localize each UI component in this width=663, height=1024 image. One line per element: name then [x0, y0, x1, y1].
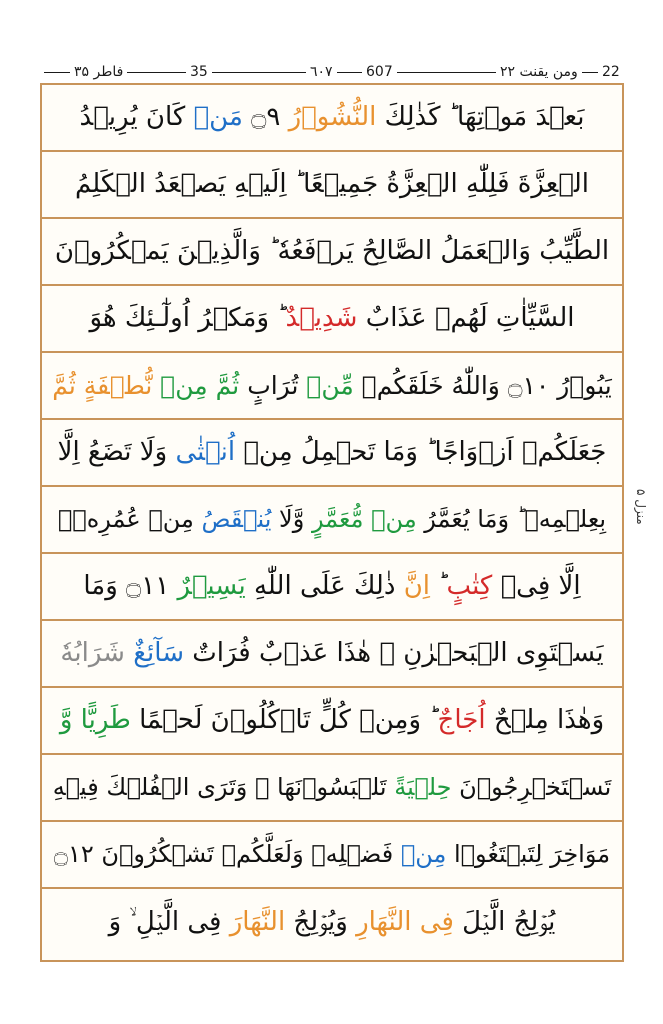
verse-segment: وَيُوۡلِجُ: [285, 906, 357, 937]
tajweed-highlight: يَسِيۡرٌ: [177, 570, 246, 601]
verse-segment: مِنۡ عُمُرِهٖۤ: [57, 505, 202, 534]
verse-line: [42, 152, 622, 219]
verse-segment: [125, 638, 133, 668]
verse-segment: تَلۡبَسُوۡنَهَا ۚ وَتَرَى الۡفُلۡكَ فِيۡهِ: [52, 773, 395, 802]
verse-line: [42, 621, 622, 688]
surah-number: 35: [186, 62, 212, 82]
verse-line-text: [89, 303, 574, 334]
verse-line-text: [54, 840, 610, 869]
verse-segment: الۡعِزَّةَ فَلِلّٰهِ الۡعِزَّةُ جَمِيۡعًا ؕ اِلَيۡهِ يَصۡعَدُ الۡكَلِمُ: [74, 168, 590, 199]
tajweed-highlight: ثُمَّ: [52, 370, 76, 400]
juz-number: 22: [598, 62, 624, 82]
tajweed-highlight: مُّعَمَّرٍ: [311, 505, 364, 534]
verse-segment: يُوۡلِجُ الَّيۡلَ: [453, 906, 556, 937]
surah-name: فاطر ۳۵: [70, 62, 127, 82]
quran-page-frame: [40, 83, 624, 962]
tajweed-highlight: اُنۡثٰى: [175, 436, 236, 467]
page-number: 607: [362, 62, 397, 82]
verse-segment: السَّيِّاٰتِ لَهُمۡ عَذَابٌ: [357, 302, 575, 333]
tajweed-highlight: كِتٰبٍ: [446, 570, 493, 601]
page-number-arabic: ٦٠٧: [306, 62, 337, 82]
verse-segment: جَعَلَكُمۡ اَزۡوَاجًا ؕ وَمَا تَحۡمِلُ مِنۡ: [235, 436, 607, 467]
tajweed-highlight: طَرِيًّا: [80, 704, 131, 735]
tajweed-highlight: مِنۡ: [371, 505, 417, 534]
verse-segment: ذٰلِكَ عَلَى اللّٰهِ: [245, 570, 404, 601]
verse-segment: فِى الَّيۡلِ ۙ وَ: [108, 906, 230, 937]
verse-segment: [72, 705, 80, 735]
tajweed-highlight: مِنۡ: [160, 370, 208, 400]
tajweed-highlight: ثُمَّ: [215, 370, 240, 400]
verse-segment: ؕ وَمَكۡرُ اُولٰٓـئِكَ هُوَ: [89, 302, 286, 333]
verse-line-text: [75, 169, 589, 200]
verse-line: [42, 353, 622, 420]
tajweed-highlight: وَّ: [59, 704, 73, 735]
verse-segment: فَضۡلِهٖ وَلَعَلَّكُمۡ تَشۡكُرُوۡنَ ۝۱۲: [53, 840, 401, 869]
verse-segment: الطَّيِّبُ وَالۡعَمَلُ الصَّالِحُ يَرۡفَعُهٗ ؕ وَالَّذِيۡنَ يَمۡكُرُوۡنَ: [54, 235, 610, 266]
verse-segment: يَسۡتَوِى الۡبَحۡرٰنِ ۖ هٰذَا عَذۡبٌ فُرَاتٌ: [184, 637, 604, 668]
manzil-marker: [628, 472, 654, 542]
verse-segment: وَلَا تَضَعُ اِلَّا: [57, 436, 176, 467]
verse-line: [42, 554, 622, 621]
verse-line: [42, 219, 622, 286]
verse-line: [42, 420, 622, 487]
tajweed-highlight: اُجَاجٌ: [437, 704, 486, 735]
verse-line: [42, 487, 622, 554]
verse-line: [42, 85, 622, 152]
manzil-label: منزل ۵: [634, 489, 648, 525]
verse-line: [42, 889, 622, 956]
verse-line-text: [55, 236, 609, 267]
verse-segment: وَّلَا: [271, 505, 312, 534]
tajweed-highlight: النَّهَارَ: [229, 906, 286, 937]
verse-segment: بَعۡدَ مَوۡتِهَا ؕ كَذٰلِكَ: [376, 101, 585, 132]
verse-segment: كَانَ يُرِيۡدُ: [79, 101, 194, 132]
tajweed-highlight: فِى النَّهَارِ: [356, 906, 454, 937]
verse-segment: ؕ وَمِنۡ كُلٍّ تَاۡكُلُوۡنَ لَحۡمًا: [130, 704, 438, 735]
page-header: [44, 62, 624, 82]
verse-line-text: [80, 102, 585, 133]
tajweed-highlight: سَآئِغٌ: [133, 637, 184, 668]
tajweed-highlight: نُّطۡفَةٍ: [83, 370, 153, 400]
tajweed-highlight: يُنۡقَصُ: [201, 505, 272, 534]
verse-segment: اِلَّا فِىۡ: [492, 570, 581, 601]
verse-segment: ۝۹: [242, 101, 289, 132]
verse-segment: ۝۱۱ وَمَا: [83, 570, 178, 601]
tajweed-highlight: شَرَابُهٗ: [60, 637, 125, 668]
verse-line: [42, 688, 622, 755]
verse-line: [42, 822, 622, 889]
verse-line-text: [109, 907, 556, 938]
verse-segment: [76, 371, 84, 400]
tajweed-highlight: مَنۡ: [193, 101, 243, 132]
verse-segment: [364, 505, 372, 533]
verse-segment: يَبُوۡرُ ۝۱۰ وَاللّٰهُ خَلَقَكُمۡ: [353, 370, 612, 400]
verse-segment: وَهٰذَا مِلۡحٌ: [485, 704, 605, 735]
verse-segment: [208, 371, 216, 400]
tajweed-highlight: شَدِيۡدٌ: [285, 302, 358, 333]
verse-line-text: [58, 437, 607, 468]
tajweed-highlight: حِلۡيَةً: [394, 773, 452, 802]
verse-line-text: [60, 705, 604, 736]
tajweed-highlight: مِّنۡ: [306, 370, 354, 400]
verse-segment: تَسۡتَخۡرِجُوۡنَ: [451, 773, 612, 802]
tajweed-highlight: مِنۡ: [400, 840, 447, 869]
verse-line-text: [83, 571, 580, 602]
verse-segment: ؕ: [430, 570, 447, 601]
verse-line-text: [52, 371, 612, 401]
verse-line-text: [60, 638, 603, 669]
tajweed-highlight: اِنَّ: [403, 570, 431, 601]
verse-segment: بِعِلۡمِهٖ ؕ وَمَا يُعَمَّرُ: [416, 505, 607, 534]
juz-name: ومن يقنت ۲۲: [496, 62, 582, 82]
verse-line: [42, 755, 622, 822]
verse-segment: تُرَابٍ: [239, 370, 307, 400]
tajweed-highlight: النُّشُوۡرُ: [288, 101, 377, 132]
verse-line-text: [58, 505, 606, 534]
verse-segment: مَوَاخِرَ لِتَبۡتَغُوۡا: [446, 840, 611, 869]
verse-line: [42, 286, 622, 353]
verse-line-text: [53, 773, 612, 802]
